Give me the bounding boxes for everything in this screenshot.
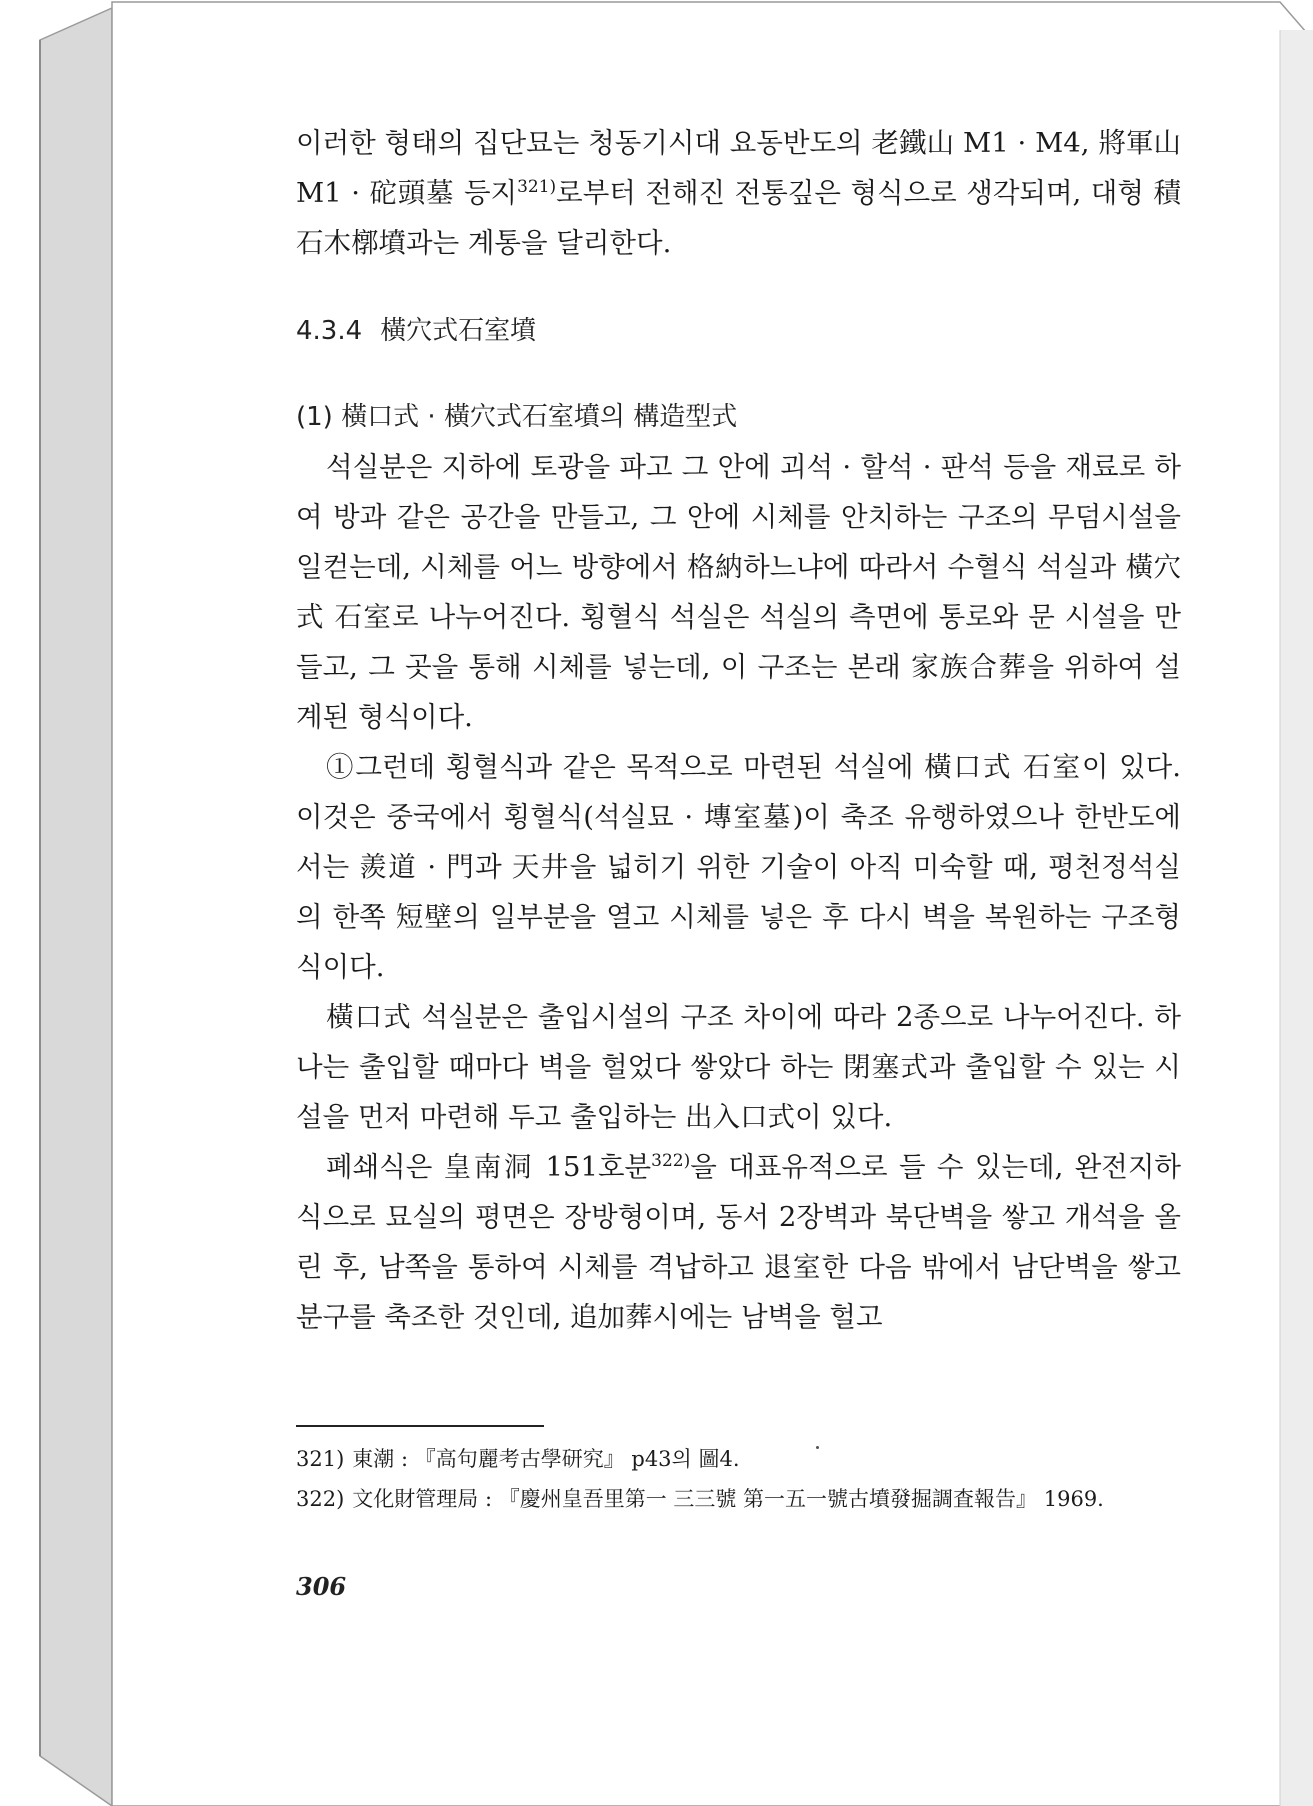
footnote-ref-321: 321) [517,176,557,197]
paragraph-4: 폐쇄식은 皇南洞 151호분$^{322)}$을 대표유적으로 들 수 있는데, 완전지하식으로 묘실의 평면은 장방형이며, 동서 2장벽과 북단벽을 쌓고 개석을 올린 후, 남쪽을 통하여 시체를 격납하고 退室한 다음 밖에서 남단벽을 쌓고 분구를 축조한 것인데, 追加葬시에는 남벽을 헐고 [296,1150,1181,1333]
footnotes [296,1425,1196,1519]
paragraph-2: ①그런데 횡혈식과 같은 목적으로 마련된 석실에 橫口式 石室이 있다. 이것은 중국에서 횡혈식(석실묘 · 塼室墓)이 축조 유행하였으나 한반도에서는 羨道 · 門과 天井을 넓히기 위한 기술이 아직 미숙할 때, 평천정석실의 한쪽 短壁의 일부분을 열고 시체를 넣은 후 다시 벽을 복원하는 구조형식이다. [296,751,1181,983]
footnote-number: 322) [296,1487,345,1511]
stray-mark [816,1446,819,1449]
paragraph-1: 석실분은 지하에 토광을 파고 그 안에 괴석 · 할석 · 판석 등을 재료로 하여 방과 같은 공간을 만들고, 그 안에 시체를 안치하는 구조의 무덤시설을 일컫는데, 시체를 어느 방향에서 格納하느냐에 따라서 수혈식 석실과 橫穴式 石室로 나누어진다. 횡혈식 석실은 석실의 측면에 통로와 문 시설을 만들고, 그 곳을 통해 시체를 넣는데, 이 구조는 본래 家族合葬을 위하여 설계된 형식이다. [296,451,1181,733]
paragraph-continued: 이러한 형태의 집단묘는 청동기시대 요동반도의 老鐵山 M1 · M4, 將軍山 M1 · 砣頭墓 등지$^{321)}$로부터 전해진 전통깊은 형식으로 생각되며, 대형 積石木槨墳과는 계통을 달리한다. [296,127,1181,259]
page-body [296,118,1181,1342]
footnote-321 [296,1439,1196,1479]
footnote-number: 321) [296,1447,345,1471]
section-heading [296,306,1181,356]
footnote-text: 東潮 : 『高句麗考古學研究』 p43의 圖4. [352,1447,740,1471]
section-number: 4.3.4 [296,316,363,346]
footnote-rule [296,1425,544,1427]
footnote-text: 文化財管理局 : 『慶州皇吾里第一 三三號 第一五一號古墳發掘調査報告』 1969. [352,1487,1104,1511]
paragraph-3: 橫口式 석실분은 출입시설의 구조 차이에 따라 2종으로 나누어진다. 하나는 출입할 때마다 벽을 헐었다 쌓았다 하는 閉塞式과 출입할 수 있는 시설을 먼저 마련해 두고 출입하는 出入口式이 있다. [296,1001,1181,1133]
footnote-322 [296,1479,1196,1519]
page-number: 306 [296,1572,347,1601]
subheading: (1) 橫口式 · 橫穴式石室墳의 構造型式 [296,402,738,432]
section-title: 橫穴式石室墳 [380,316,537,346]
footnote-ref-322: 322) [651,1150,691,1171]
